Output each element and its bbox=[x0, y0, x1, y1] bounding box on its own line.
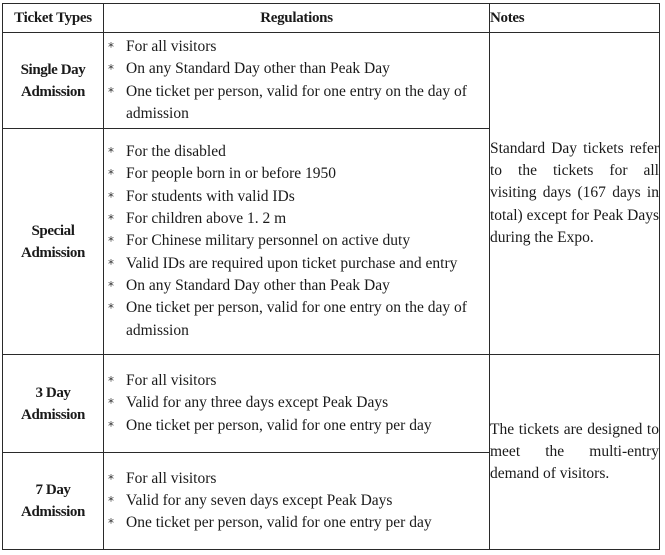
ticket-type-label: 7 Day Admission bbox=[21, 482, 85, 520]
regulation-item: * For students with valid IDs bbox=[104, 186, 489, 208]
regulations-cell bbox=[104, 355, 490, 453]
regulation-item: * For all visitors bbox=[104, 36, 489, 58]
regulation-item: * One ticket per person, valid for one entry per day bbox=[104, 512, 489, 534]
ticket-type-label: 3 Day Admission bbox=[21, 384, 85, 423]
asterisk-bullet-icon: * bbox=[108, 189, 114, 204]
ticket-type-cell bbox=[3, 453, 104, 550]
note-text: Standard Day tickets refer to the tickets for all visiting days (167 days in total) except for Peak Days during the Expo. bbox=[490, 139, 659, 246]
asterisk-bullet-icon: * bbox=[108, 493, 114, 508]
notes-cell-standard-day bbox=[490, 33, 660, 355]
asterisk-bullet-icon: * bbox=[108, 62, 114, 77]
regulation-item: * One ticket per person, valid for one entry on the day of admission bbox=[104, 81, 489, 126]
regulations-list bbox=[104, 468, 489, 535]
regulation-item: * For people born in or before 1950 bbox=[104, 163, 489, 185]
header-regulations: Regulations bbox=[104, 4, 490, 33]
asterisk-bullet-icon: * bbox=[108, 516, 114, 531]
ticket-type-label: Single Day bbox=[20, 61, 86, 78]
regulation-item: * Valid for any seven days except Peak Days bbox=[104, 490, 489, 512]
regulation-item: * One ticket per person, valid for one entry on the day of admission bbox=[104, 297, 489, 342]
regulation-item: * For Chinese military personnel on active duty bbox=[104, 230, 489, 252]
regulation-item: * For all visitors bbox=[104, 468, 489, 490]
regulations-cell bbox=[104, 453, 490, 550]
asterisk-bullet-icon: * bbox=[108, 167, 114, 182]
regulations-list bbox=[104, 141, 489, 342]
asterisk-bullet-icon: * bbox=[108, 256, 114, 271]
asterisk-bullet-icon: * bbox=[108, 278, 114, 293]
asterisk-bullet-icon: * bbox=[108, 301, 114, 316]
ticket-types-table bbox=[2, 3, 660, 550]
asterisk-bullet-icon: * bbox=[108, 374, 114, 389]
asterisk-bullet-icon: * bbox=[108, 396, 114, 411]
table-row-single-day bbox=[3, 33, 660, 129]
regulation-item: * For the disabled bbox=[104, 141, 489, 163]
regulation-item: * For children above 1. 2 m bbox=[104, 208, 489, 230]
header-ticket-types: Ticket Types bbox=[3, 4, 104, 33]
asterisk-bullet-icon: * bbox=[108, 39, 114, 54]
asterisk-bullet-icon: * bbox=[108, 145, 114, 160]
regulation-item: * Valid IDs are required upon ticket purchase and entry bbox=[104, 253, 489, 275]
asterisk-bullet-icon: * bbox=[108, 212, 114, 227]
header-notes: Notes bbox=[490, 4, 660, 33]
regulation-item: * On any Standard Day other than Peak Day bbox=[104, 58, 489, 80]
asterisk-bullet-icon: * bbox=[108, 471, 114, 486]
ticket-type-cell bbox=[3, 33, 104, 129]
regulation-item: * One ticket per person, valid for one entry per day bbox=[104, 415, 489, 437]
ticket-type-label: Admission bbox=[21, 83, 85, 100]
regulations-cell bbox=[104, 129, 490, 355]
asterisk-bullet-icon: * bbox=[108, 234, 114, 249]
ticket-type-label: Special Admission bbox=[21, 222, 85, 261]
table-row-3-day-admission bbox=[3, 355, 660, 453]
notes-cell-multi-entry bbox=[490, 355, 660, 550]
note-text: The tickets are designed to meet the multi-entry demand of visitors. bbox=[490, 420, 659, 483]
regulations-cell bbox=[104, 33, 490, 129]
regulation-item: * Valid for any three days except Peak Days bbox=[104, 392, 489, 414]
asterisk-bullet-icon: * bbox=[108, 418, 114, 433]
asterisk-bullet-icon: * bbox=[108, 84, 114, 99]
regulation-item: * For all visitors bbox=[104, 370, 489, 392]
table-header-row bbox=[3, 4, 660, 33]
regulation-item: * On any Standard Day other than Peak Day bbox=[104, 275, 489, 297]
regulations-list bbox=[104, 36, 489, 125]
ticket-type-cell bbox=[3, 129, 104, 355]
ticket-type-cell bbox=[3, 355, 104, 453]
regulations-list bbox=[104, 370, 489, 437]
